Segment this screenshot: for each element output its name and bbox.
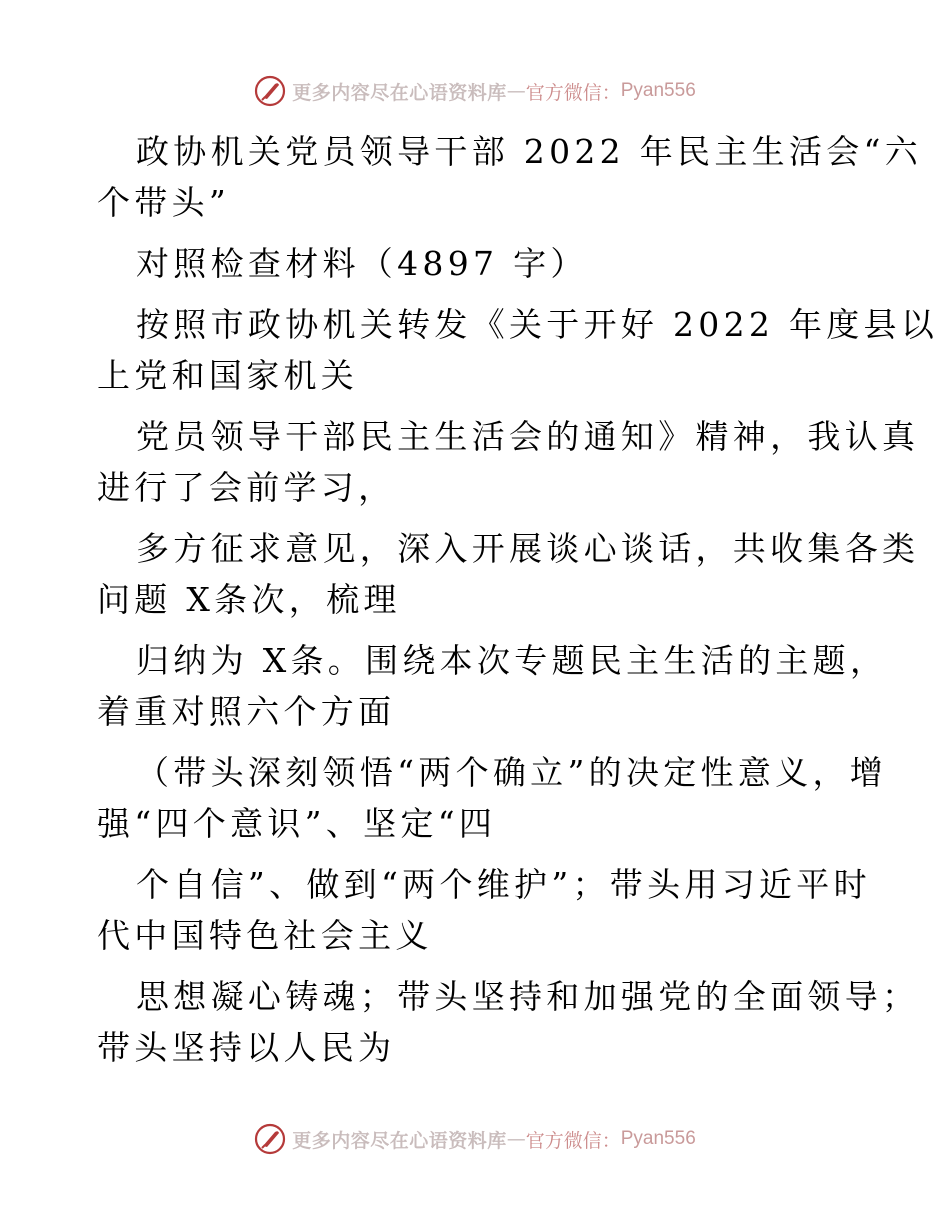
banner-wechat-id: Pyan556 bbox=[620, 1128, 696, 1149]
paragraph-line: 个自信”、做到“两个维护”；带头用习近平时 bbox=[136, 865, 871, 904]
paragraph-line: （带头深刻领悟“两个确立”的决定性意义，增 bbox=[136, 753, 888, 792]
paragraph-line: 问题 X条次，梳理 bbox=[97, 580, 401, 619]
footer-watermark-banner bbox=[0, 1119, 950, 1159]
paragraph-line: 上党和国家机关 bbox=[97, 356, 359, 395]
banner-site-text: 更多内容尽在心语资料库 bbox=[292, 81, 507, 104]
subtitle-line: 对照检查材料（4897 字） bbox=[136, 244, 588, 283]
paragraph-line: 代中国特色社会主义 bbox=[97, 916, 433, 955]
banner-wechat-label: 官方微信： bbox=[525, 1129, 621, 1152]
title-line-1: 政协机关党员领导干部 2022 年民主生活会“六 bbox=[136, 132, 923, 171]
paragraph-line: 进行了会前学习， bbox=[97, 468, 396, 507]
banner-site-text: 更多内容尽在心语资料库 bbox=[292, 1129, 507, 1152]
banner-dash: — bbox=[506, 80, 526, 102]
banner-content bbox=[254, 75, 696, 107]
paragraph-line: 按照市政协机关转发《关于开好 2022 年度县以 bbox=[136, 305, 939, 344]
paragraph-line: 带头坚持以人民为 bbox=[97, 1028, 396, 1067]
paragraph-line: 多方征求意见，深入开展谈心谈话，共收集各类 bbox=[136, 529, 920, 568]
banner-dash: — bbox=[506, 1128, 526, 1150]
banner-wechat-label: 官方微信： bbox=[525, 81, 621, 104]
paragraph-line: 强“四个意识”、坚定“四 bbox=[97, 804, 497, 843]
banner-content bbox=[254, 1123, 696, 1155]
document-body bbox=[97, 126, 939, 1073]
paragraph-line: 着重对照六个方面 bbox=[97, 692, 396, 731]
quill-logo-icon bbox=[254, 1123, 286, 1155]
header-watermark-banner bbox=[0, 71, 950, 111]
paragraph-line: 归纳为 X条。围绕本次专题民主生活的主题， bbox=[136, 641, 888, 680]
banner-wechat-id: Pyan556 bbox=[620, 80, 696, 101]
paragraph-line: 思想凝心铸魂；带头坚持和加强党的全面领导； bbox=[136, 977, 920, 1016]
title-line-2: 个带头” bbox=[97, 183, 231, 222]
paragraph-line: 党员领导干部民主生活会的通知》精神，我认真 bbox=[136, 417, 920, 456]
quill-logo-icon bbox=[254, 75, 286, 107]
